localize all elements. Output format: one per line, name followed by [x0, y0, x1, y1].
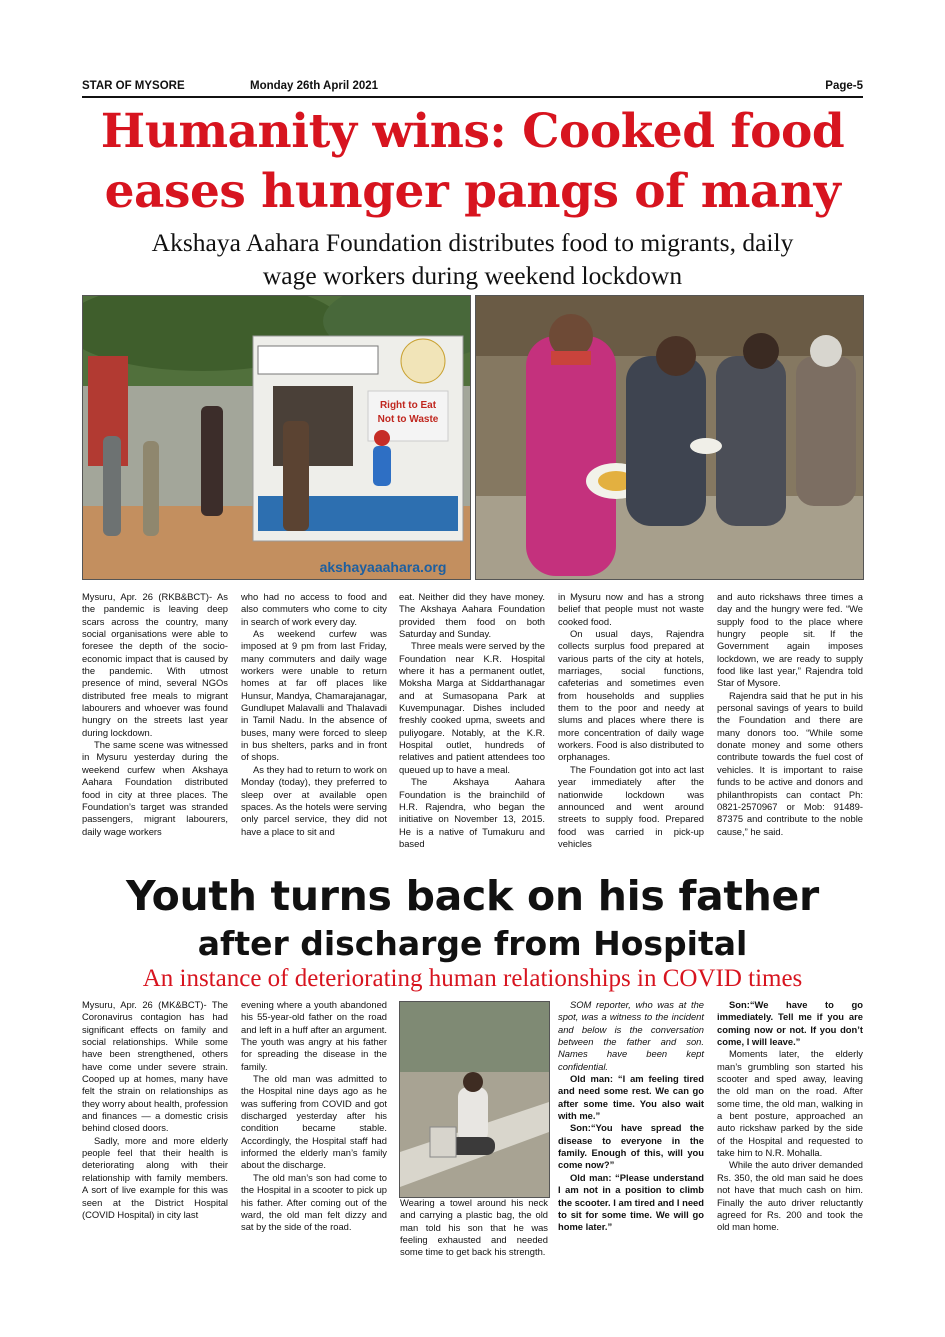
kiosk-website: akshayaaahara.org [319, 559, 447, 575]
dialogue-1 [558, 1073, 704, 1122]
dialogue-3-text: “Please understand I am not in a position to climb the scooter. I am tired and I need to sit for some time. We will go home later.” [558, 1171, 704, 1233]
story1-subheadline-line2: wage workers during weekend lockdown [262, 261, 683, 290]
old-man-photo [399, 1001, 550, 1198]
dialogue-3 [558, 1172, 704, 1234]
dialogue-2 [558, 1122, 704, 1171]
story1-column-2 [241, 591, 387, 838]
story1-col5-para1: and auto rickshaws three times a day and the hungry were fed. “We supply food to the place where hungry people sit. If the Government again imposes lockdown, we are ready to supply food like last year,” Rajendra told Star of Mysore. [717, 591, 863, 689]
story1-col5-para2: Rajendra said that he put in his personal savings of years to build the Foundation and there are many donors too. “While some donate money and some others contribute towards the fuel cost of vehicles. It is important to raise funds to be active and donors and philanthropists can contact Ph: 0821-2570967 or Mob: 91489-87375 and contribute to the noble cause,” he said. [717, 689, 863, 837]
dialogue-3-speaker: Old man: [570, 1171, 612, 1183]
story1-subheadline-line1: Akshaya Aahara Foundation distributes food to migrants, daily [151, 228, 794, 257]
story1-col4-para3: The Foundation got into act last year immediately after the nationwide lockdown was announced and went around streets to supply food. Prepared food was carried in pick-up vehicles [558, 763, 704, 849]
story2-col2-para2: The old man was admitted to the Hospital nine days ago as he was suffering from COVID and got discharged yesterday after his condition became stable. Accordingly, the Hospital staff had informed the elderly man’s family about the discharge. [241, 1073, 387, 1171]
story2-subheadline: An instance of deteriorating human relationships in COVID times [142, 965, 803, 992]
dialogue-2-text: “You have spread the disease to everyone in the family. Enough of this, will you come now?” [558, 1122, 704, 1171]
story1-headline-line2: eases hunger pangs of many [104, 164, 841, 219]
story2-headline-line1: Youth turns back on his father [126, 872, 819, 920]
story2-column-4 [558, 999, 704, 1234]
story2-col5-para2: While the auto driver demanded Rs. 350, the old man said he does not have that much cash on him. Finally the auto driver reluctantly agreed for Rs. 200 and took the old man home. [717, 1159, 863, 1233]
story1-col4-para1: in Mysuru now and has a strong belief that people must not waste cooked food. [558, 591, 704, 627]
story1-column-5 [717, 591, 863, 838]
story2-col1-para1: Mysuru, Apr. 26 (MK&BCT)- The Coronavirus contagion has had significant effects on family and social relationships. While some have been strengthened, others have come under severe strain. Cooped up at homes, many have felt the strain on relationships as they worry about health, profession and finances — a domestic crisis behind closed doors. [82, 999, 228, 1134]
kiosk-sign-not-to-waste: Not to Waste [377, 414, 439, 425]
people-eating-photo [475, 295, 864, 580]
story2-headline-line2: after discharge from Hospital [197, 924, 748, 963]
newspaper-name: STAR OF MYSORE [82, 80, 185, 92]
dialogue-1-speaker: Old man: [570, 1073, 613, 1085]
story2-column-5 [717, 999, 863, 1234]
header-rule [82, 96, 863, 98]
page-header [82, 80, 863, 96]
dialogue-4 [717, 999, 863, 1048]
story1-col3-para1: eat. Neither did they have money. The Akshaya Aahara Foundation provided them food on both Saturday and Sunday. [399, 591, 545, 640]
people-eating-illustration [476, 296, 863, 579]
page-number: Page-5 [825, 80, 863, 92]
story1-col2-para2: As weekend curfew was imposed at 9 pm from last Friday, many commuters and daily wage workers were unable to return homes at far off places like Hunsur, Mandya, Chamarajanagar, Gundlupet Malavalli and Thalavadi in Tamil Nadu. In the absence of buses, many were forced to sleep in bus shelters, parks and in front of shops. [241, 628, 387, 763]
story2-col2-para3: The old man’s son had come to the Hospital in a scooter to pick up his father. After coming out of the ward, the old man felt dizzy and sat by the side of the road. [241, 1171, 387, 1233]
dialogue-4-text: “We have to go immediately. Tell me if you are coming now or not. If you don’t come, I will leave.” [717, 999, 863, 1048]
story2-col1-para2: Sadly, more and more elderly people feel that their health is deteriorating along with their relationship with family members. A sort of live example for this was seen at the District Hospital (COVID Hospital) in city last [82, 1134, 228, 1220]
story1-col3-para2: Three meals were served by the Foundation near K.R. Hospital where it has a permanent outlet, Moksha Marga at Siddarthanagar and at Sumasopana Park at Kuvempunagar. Dishes included freshly cooked upma, sweets and puliyogare. Notably, at the K.R. Hospital outlet, hundreds of relatives and patient attendees too queued up to have a meal. [399, 640, 545, 775]
som-reporter-intro: SOM reporter, who was at the spot, was a witness to the incident and below is the conversation between the father and son. Names have been kept confidential. [558, 999, 704, 1072]
story1-col2-para1: who had no access to food and also commuters who come to city in search of work every day. [241, 591, 387, 627]
story1-col2-para3: As they had to return to work on Monday (today), they preferred to sleep over at available open spaces. As the hotels were serving only parcel service, they did not have a place to sit and [241, 763, 387, 837]
food-kiosk-photo [82, 295, 471, 580]
story1-col3-para3: The Akshaya Aahara Foundation is the brainchild of H.R. Rajendra, who began the initiative on November 13, 2015. He is a native of Tumakuru and based [399, 776, 545, 849]
story1-headline-line1: Humanity wins: Cooked food [100, 104, 845, 159]
story1-column-4 [558, 591, 704, 850]
food-kiosk-illustration [83, 296, 470, 579]
dialogue-4-speaker: Son: [729, 999, 750, 1010]
story2-col5-para1: Moments later, the elderly man’s grumbling son started his scooter and sped away, leaving the old man on the road. After some time, the old man, walking in a bent posture, approached an auto rickshaw parked by the side of the Hospital and requested to take him to N.R. Mohalla. [717, 1048, 863, 1159]
story2-col4-intro [558, 999, 704, 1073]
old-man-illustration [400, 1002, 549, 1197]
story2-col2-para1: evening where a youth abandoned his 55-year-old father on the road and left in a huff after an argument. The youth was angry at his father for spreading the disease in the family. [241, 999, 387, 1072]
kiosk-sign-right-to-eat: Right to Eat [379, 400, 437, 411]
story1-col1-para2: The same scene was witnessed in Mysuru yesterday during the weekend curfew when Akshaya Aahara Foundation distributed food in city at three places. The Foundation’s target was stranded passengers, migrant labourers, daily wage workers [82, 739, 228, 837]
story1-column-1 [82, 591, 228, 838]
story2-column-1 [82, 999, 228, 1221]
story1-col1-para1: Mysuru, Apr. 26 (RKB&BCT)- As the pandemic is leaving deep scars across the country, many social organisations were able to foresee the depth of the socio-economic impact that is caused by the pandemic. With utmost presence of mind, several NGOs distributed free meals to migrant labourers and whoever was found hungry on the streets last year during lockdown. [82, 591, 228, 738]
story1-col4-para2: On usual days, Rajendra collects surplus food prepared at various parts of the city at hotels, marriages, social functions, cafeterias and sometimes even from households and supplies them to the poor and needy at slums and places where there is more concentration of daily wage workers. Food is also distributed to orphanages. [558, 628, 704, 763]
dialogue-2-speaker: Son: [570, 1122, 591, 1134]
issue-date: Monday 26th April 2021 [250, 80, 379, 92]
story1-column-3 [399, 591, 545, 850]
old-man-photo-caption: Wearing a towel around his neck and carrying a plastic bag, the old man told his son that he was feeling exhausted and needed some time to get back his strength. [400, 1197, 548, 1258]
story2-column-2 [241, 999, 387, 1234]
dialogue-1-text: “I am feeling tired and need some rest. We can go after some time. You also wait with me.” [558, 1073, 704, 1122]
